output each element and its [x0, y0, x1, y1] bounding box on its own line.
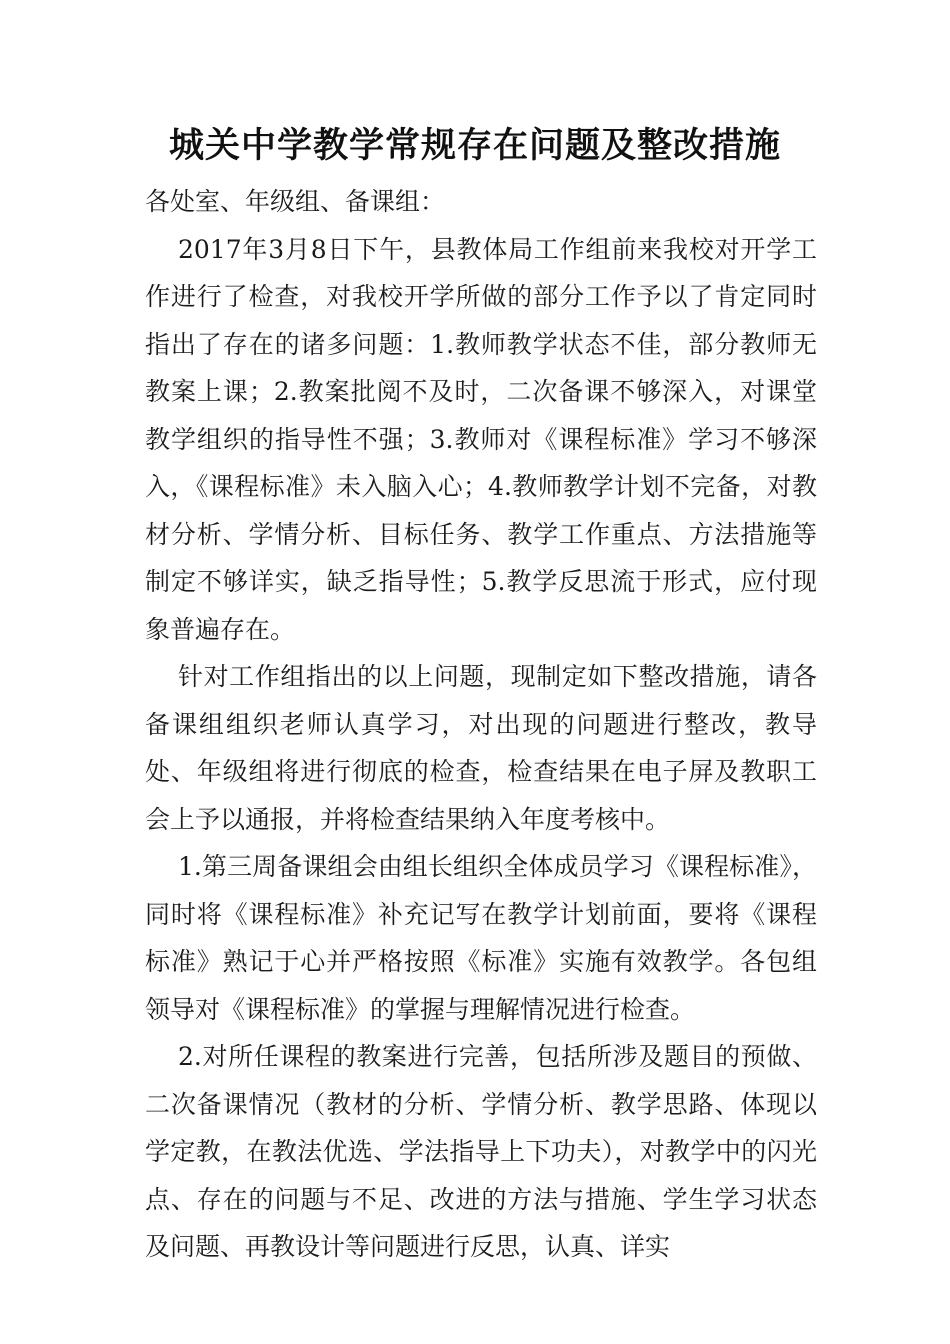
- paragraph-measure-2: 2.对所任课程的教案进行完善，包括所涉及题目的预做、二次备课情况（教材的分析、学情分析、教学思路、体现以学定教，在教法优选、学法指导上下功夫），对教学中的闪光点、存在的问题与不足、改进的方法与措施、学生学习状态及问题、再教设计等问题进行反思，认真、详实: [145, 1042, 817, 1261]
- document-title: 城关中学教学常规存在问题及整改措施: [168, 125, 781, 166]
- paragraph-inspection-findings: 2017年3月8日下午，县教体局工作组前来我校对开学工作进行了检查，对我校开学所做的部分工作予以了肯定同时指出了存在的诸多问题：1.教师教学状态不佳，部分教师无教案上课；2.教案批阅不及时，二次备课不够深入，对课堂教学组织的指导性不强；3.教师对《课程标准》学习不够深入，《课程标准》未入脑入心；4.教师教学计划不完备，对教材分析、学情分析、目标任务、教学工作重点、方法措施等制定不够详实，缺乏指导性；5.教学反思流于形式，应付现象普遍存在。: [145, 234, 817, 644]
- paragraph-rectification-intro: 针对工作组指出的以上问题，现制定如下整改措施，请各备课组组织老师认真学习，对出现的问题进行整改，教导处、年级组将进行彻底的检查，检查结果在电子屏及教职工会上予以通报，并将检查结果纳入年度考核中。: [145, 662, 817, 834]
- paragraph-measure-1: 1.第三周备课组会由组长组织全体成员学习《课程标准》，同时将《课程标准》补充记写在教学计划前面，要将《课程标准》熟记于心并严格按照《标准》实施有效教学。各包组领导对《课程标准》的掌握与理解情况进行检查。: [145, 852, 817, 1024]
- salutation-line: 各处室、年级组、备课组：: [145, 187, 446, 216]
- document-body: [145, 178, 817, 1271]
